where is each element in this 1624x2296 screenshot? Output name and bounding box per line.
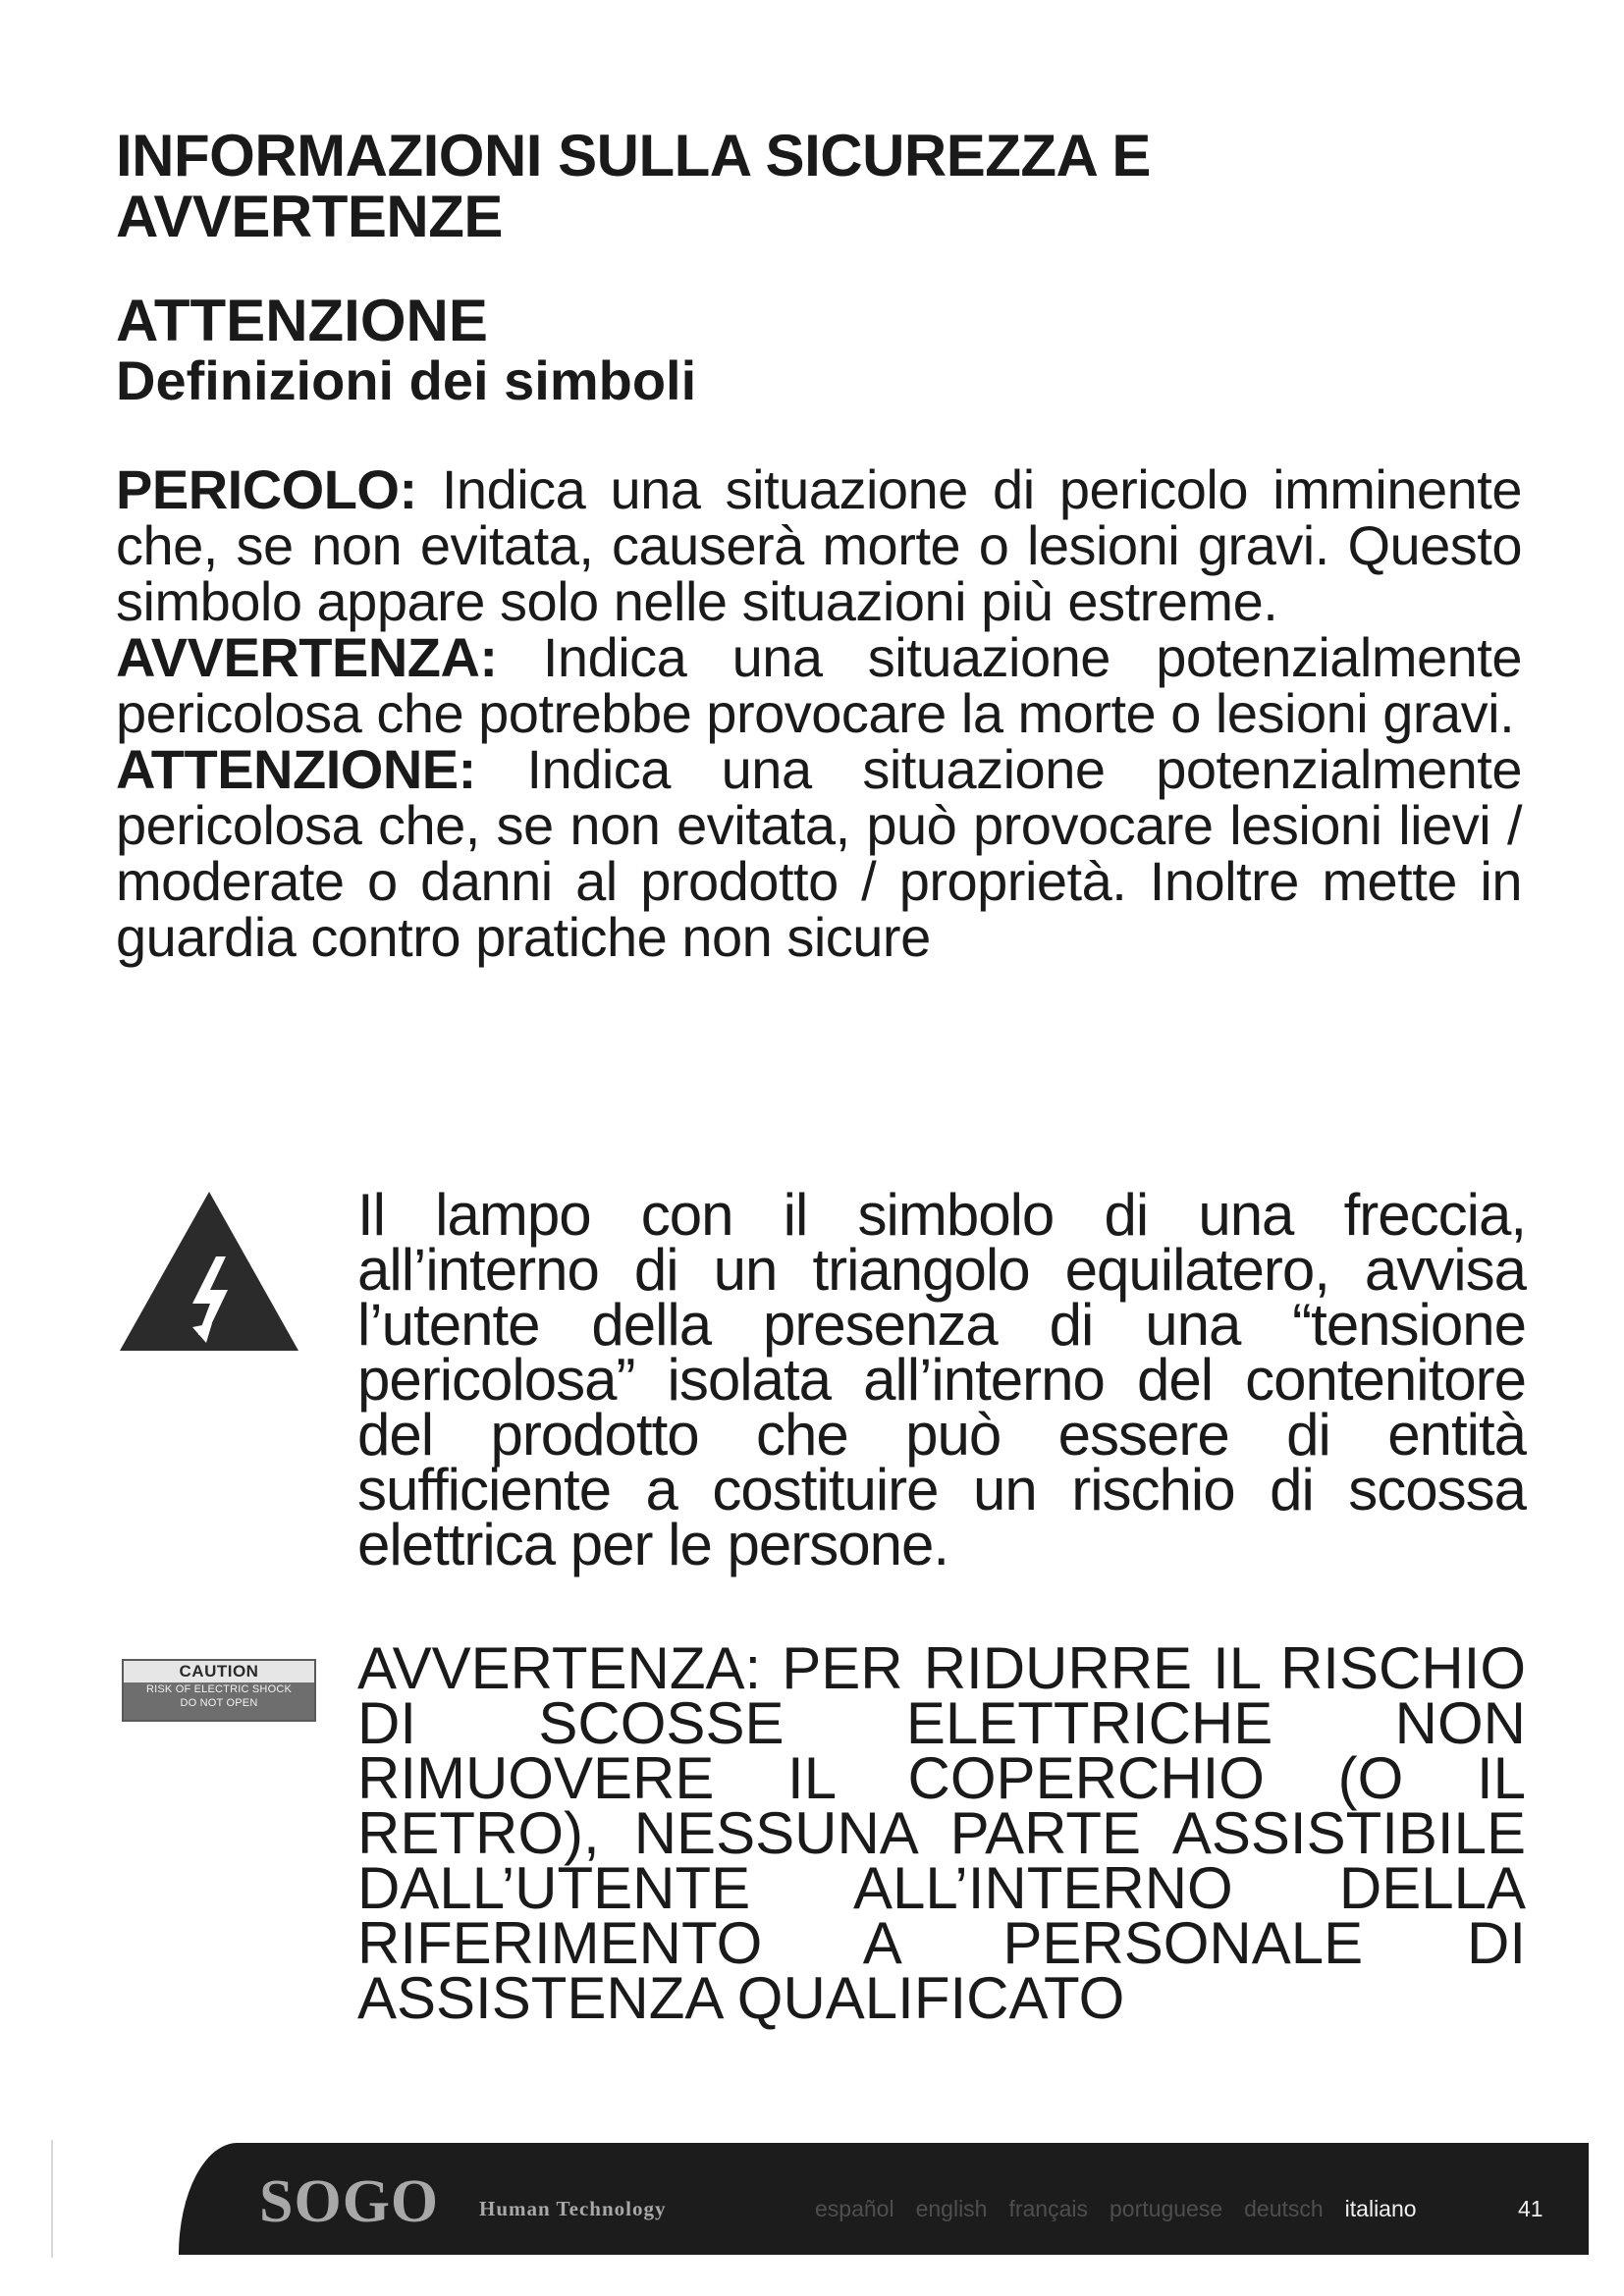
lightning-triangle-icon (116, 1188, 302, 1360)
definition-text: Indica una situazione potenzialmente pericolosa che potrebbe provocare la morte o lesioni gravi. (116, 626, 1523, 744)
definition-text: Indica una situazione potenzialmente pericolosa che, se non evitata, può provocare lesioni lievi / moderate o danni al prodotto / proprietà. Inoltre mette in guardia contro pratiche non sicure (116, 738, 1523, 968)
footer-divider (51, 2140, 53, 2258)
definition-term: AVVERTENZA: (116, 626, 498, 688)
definition-caution (116, 738, 1523, 968)
page-number: 41 (1518, 2196, 1543, 2221)
definition-text: Indica una situazione di pericolo imminente che, se non evitata, causerà morte o lesioni gravi. Questo simbolo appare solo nelle situazioni più estreme. (116, 458, 1523, 632)
caution-label (122, 1659, 316, 1722)
definition-term: ATTENZIONE: (116, 738, 476, 800)
brand-tagline: Human Technology (479, 2197, 667, 2220)
language-link-italiano[interactable]: italiano (1344, 2196, 1417, 2221)
definition-warning (116, 626, 1523, 744)
language-link-deutsch[interactable]: deutsch (1244, 2196, 1324, 2221)
language-nav (815, 2195, 1417, 2222)
language-link-english[interactable]: english (915, 2196, 988, 2221)
lightning-symbol-description: Il lampo con il simbolo di una freccia, all’interno di un triangolo equilatero, avvisa l’utente della presenza di una “tensione pericolosa” isolata all’interno del contenitore del prodotto che può essere di entità sufficiente a costituire un rischio di scossa elettrica per le persone. (357, 1182, 1526, 1577)
definition-danger (116, 458, 1523, 632)
brand-logo: SOGO (259, 2168, 440, 2235)
section-subtitle: Definizioni dei simboli (116, 349, 697, 411)
caution-label-line: DO NOT OPEN (180, 1697, 258, 1709)
language-link-francais[interactable]: français (1008, 2196, 1089, 2221)
language-link-espanol[interactable]: español (815, 2196, 894, 2221)
caution-symbol-description: AVVERTENZA: PER RIDURRE IL RISCHIO DI SCOSSE ELETTRICHE NON RIMUOVERE IL COPERCHIO (O IL RETRO), NESSUNA PARTE ASSISTIBILE DALL’UTENTE ALL’INTERNO DELLA RIFERIMENTO A PERSONALE DI ASSISTENZA QUALIFICATO (357, 1635, 1526, 2031)
page-title: INFORMAZIONI SULLA SICUREZZA E AVVERTENZE (116, 123, 1151, 249)
caution-label-title: CAUTION (124, 1661, 314, 1682)
definition-term: PERICOLO: (116, 458, 417, 520)
symbol-definitions (116, 458, 1523, 968)
language-link-portuguese[interactable]: portuguese (1110, 2196, 1223, 2221)
caution-label-line: RISK OF ELECTRIC SHOCK (145, 1683, 293, 1695)
section-title: ATTENZIONE (116, 288, 488, 353)
